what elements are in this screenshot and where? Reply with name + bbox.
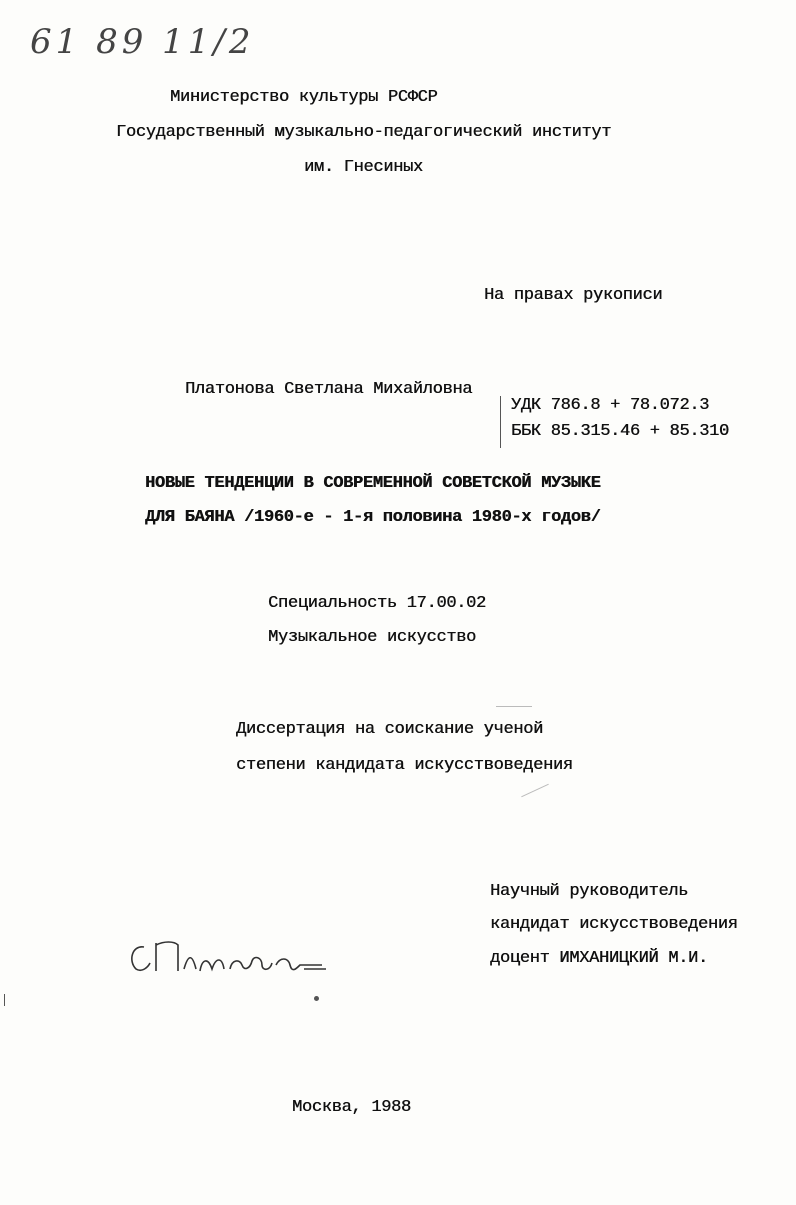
city-year: Москва, 1988 xyxy=(292,1098,411,1117)
author-signature xyxy=(126,935,336,990)
ministry-line: Министерство культуры РСФСР xyxy=(170,88,438,107)
title-line-1: НОВЫЕ ТЕНДЕНЦИИ В СОВРЕМЕННОЙ СОВЕТСКОЙ МУЗЫКЕ xyxy=(145,474,601,493)
stray-mark xyxy=(521,784,549,798)
manuscript-rights: На правах рукописи xyxy=(484,286,663,305)
udc-code: УДК 786.8 + 78.072.3 xyxy=(511,396,710,415)
bbk-code: ББК 85.315.46 + 85.310 xyxy=(511,422,729,441)
dissertation-line-2: степени кандидата искусствоведения xyxy=(236,756,573,775)
stray-mark xyxy=(496,706,532,707)
signature-scribble xyxy=(126,935,336,985)
title-line-2: ДЛЯ БАЯНА /1960-е - 1-я половина 1980-х годов/ xyxy=(145,508,601,527)
classification-block xyxy=(500,396,729,448)
institute-line: Государственный музыкально-педагогический институт xyxy=(116,123,612,142)
margin-mark xyxy=(4,994,5,1006)
named-after-line: им. Гнесиных xyxy=(304,158,423,177)
supervisor-degree: кандидат искусствоведения xyxy=(490,915,738,934)
author-name: Платонова Светлана Михайловна xyxy=(185,380,473,399)
specialty-name: Музыкальное искусство xyxy=(268,628,476,647)
supervisor-name: доцент ИМХАНИЦКИЙ М.И. xyxy=(490,949,708,968)
dissertation-line-1: Диссертация на соискание ученой xyxy=(236,720,543,739)
supervisor-role: Научный руководитель xyxy=(490,882,689,901)
archive-number-text: 61 89 11/2 xyxy=(30,22,255,62)
archive-number-handwritten xyxy=(30,22,255,62)
specialty-code: Специальность 17.00.02 xyxy=(268,594,486,613)
ink-dot xyxy=(314,996,319,1001)
